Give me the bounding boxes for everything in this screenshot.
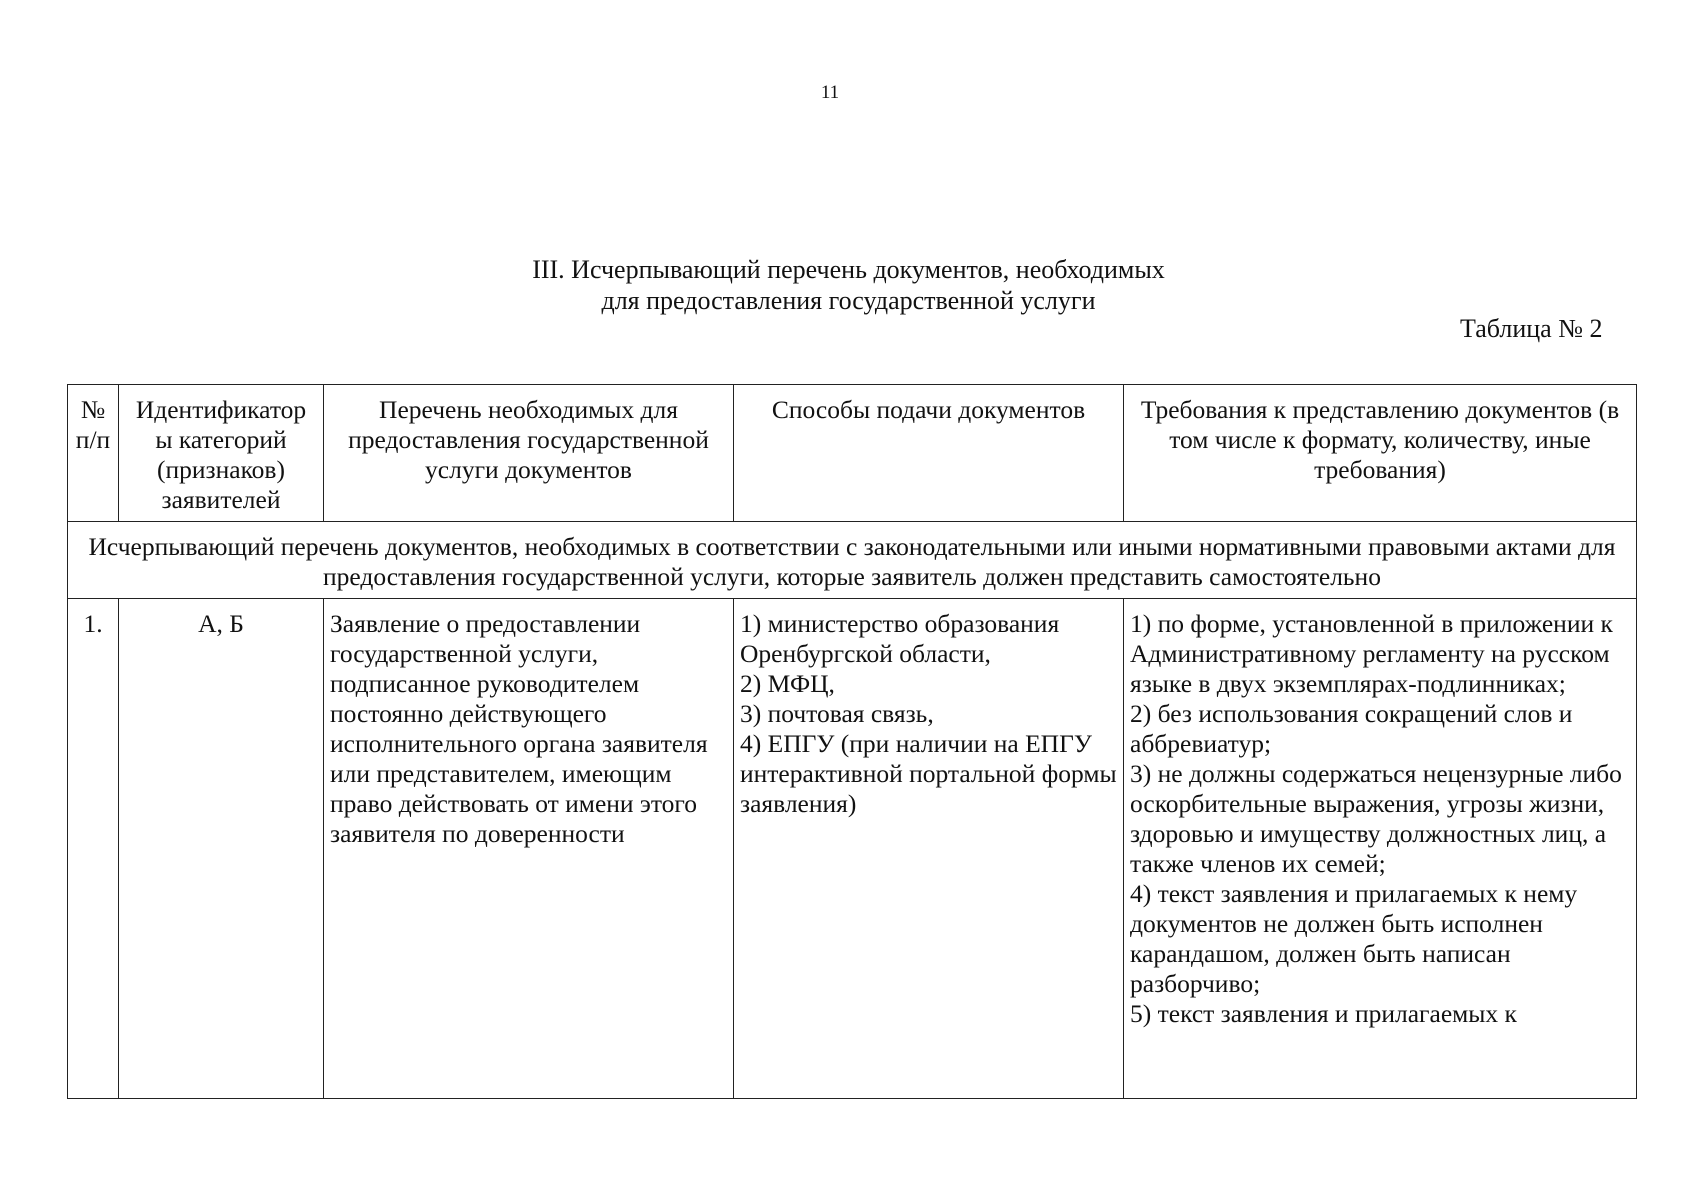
documents-table: [67, 384, 1637, 1099]
row-requirements: [1124, 599, 1637, 1099]
row-methods: [734, 599, 1124, 1099]
method-item: 2) МФЦ,: [740, 669, 835, 698]
header-categories: Идентификатор ы категорий (признаков) заявителей: [119, 385, 324, 522]
table-row: [68, 599, 1637, 1099]
page-number: 11: [820, 82, 840, 103]
row-document: Заявление о предоставлении государственной услуги, подписанное руководителем постоянно действующего исполнительного органа заявителя или представителем, имеющим право действовать от имени этого заявителя по доверенности: [324, 599, 734, 1099]
requirement-item: 1) по форме, установленной в приложении к Административному регламенту на русском языке в двух экземплярах-подлинниках;: [1130, 609, 1613, 698]
header-documents: Перечень необходимых для предоставления государственной услуги документов: [324, 385, 734, 522]
requirement-item: 4) текст заявления и прилагаемых к нему документов не должен быть исполнен карандашом, должен быть написан разборчиво;: [1130, 879, 1578, 998]
table-label: Таблица № 2: [1460, 314, 1603, 343]
requirement-item: 2) без использования сокращений слов и аббревиатур;: [1130, 699, 1573, 758]
method-item: 3) почтовая связь,: [740, 699, 934, 728]
header-methods: Способы подачи документов: [734, 385, 1124, 522]
row-categories: А, Б: [119, 599, 324, 1099]
method-item: 1) министерство образования Оренбургской области,: [740, 609, 1060, 668]
requirement-item: 5) текст заявления и прилагаемых к: [1130, 999, 1517, 1028]
section-title-line-1: III. Исчерпывающий перечень документов, необходимых: [532, 255, 1165, 284]
method-item: 4) ЕПГУ (при наличии на ЕПГУ интерактивной портальной формы заявления): [740, 729, 1117, 818]
requirement-item: 3) не должны содержаться нецензурные либо оскорбительные выражения, угрозы жизни, здоровью и имуществу должностных лиц, а также членов их семей;: [1130, 759, 1622, 878]
table-subheader-row: [68, 522, 1637, 599]
section-title-line-2: для предоставления государственной услуги: [601, 286, 1096, 315]
table-subheader: Исчерпывающий перечень документов, необходимых в соответствии с законодательными или иными нормативными правовыми актами для предоставления государственной услуги, которые заявитель должен представить самостоятельно: [68, 522, 1637, 599]
header-requirements: Требования к представлению документов (в том числе к формату, количеству, иные требования): [1124, 385, 1637, 522]
section-title: [0, 254, 1697, 316]
header-number: № п/п: [68, 385, 119, 522]
table-header-row: [68, 385, 1637, 522]
row-number: 1.: [68, 599, 119, 1099]
